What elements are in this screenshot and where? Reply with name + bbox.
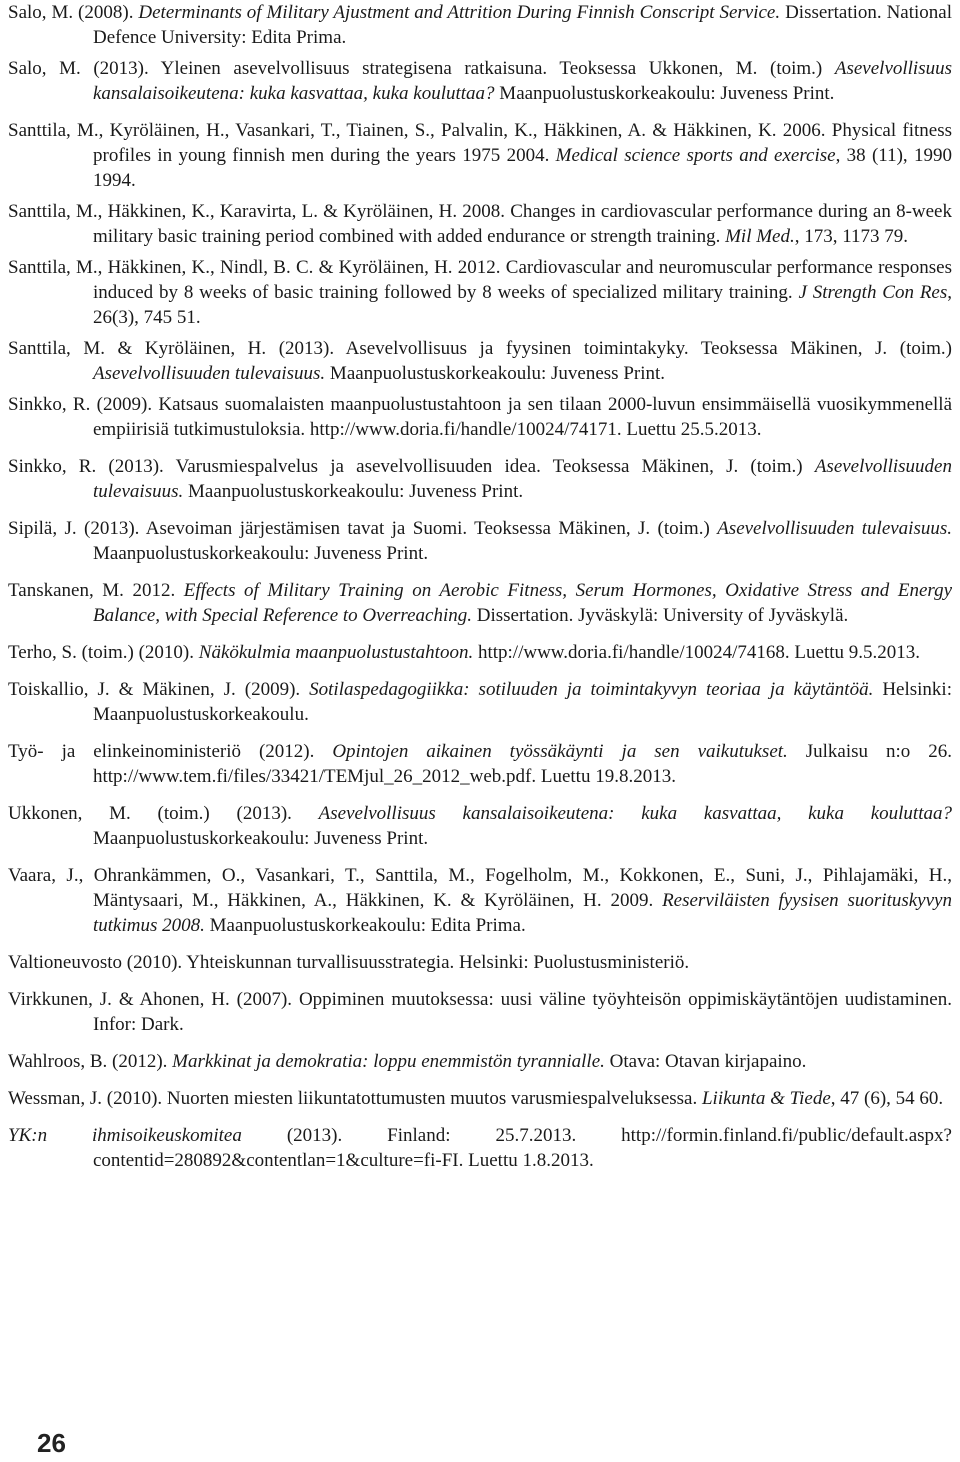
- reference-entry: Virkkunen, J. & Ahonen, H. (2007). Oppiminen muutoksessa: uusi väline työyhteisön oppimiskäytäntöjen uudistaminen. Infor: Dark.: [8, 989, 952, 1035]
- reference-entry: Tanskanen, M. 2012. Effects of Military Training on Aerobic Fitness, Serum Hormones, Oxidative Stress and Energy Balance, with Special Reference to Overreaching. Dissertation. Jyväskylä: University of Jyväskylä.: [8, 580, 953, 626]
- reference-entry: Toiskallio, J. & Mäkinen, J. (2009). Sotilaspedagogiikka: sotiluuden ja toimintakyvyn teoriaa ja käytäntöä. Helsinki: Maanpuolustuskorkeakoulu.: [8, 679, 952, 725]
- reference-entry: YK:n ihmisoikeuskomitea (2013). Finland: 25.7.2013. http://formin.finland.fi/public/default.aspx?contentid=280892&contentlan=1&culture=fi-FI. Luettu 1.8.2013.: [8, 1125, 952, 1171]
- reference-entry: Wahlroos, B. (2012). Markkinat ja demokratia: loppu enemmistön tyrannialle. Otava: Otavan kirjapaino.: [8, 1051, 807, 1072]
- reference-entry: Salo, M. (2008). Determinants of Military Ajustment and Attrition During Finnish Conscript Service. Dissertation. National Defence University: Edita Prima.: [8, 2, 952, 48]
- reference-entry: Vaara, J., Ohrankämmen, O., Vasankari, T., Santtila, M., Fogelholm, M., Kokkonen, E., Suni, J., Pihlajamäki, H., Mäntysaari, M., Häkkinen, A., Häkkinen, K. & Kyröläinen, H. 2009. Reserviläisten fyysisen suorituskyvyn tutkimus 2008. Maanpuolustuskorkeakoulu: Edita Prima.: [8, 865, 952, 936]
- reference-entry: Sipilä, J. (2013). Asevoiman järjestämisen tavat ja Suomi. Teoksessa Mäkinen, J. (toim.) Asevelvollisuuden tulevaisuus. Maanpuolustuskorkeakoulu: Juveness Print.: [8, 518, 952, 564]
- reference-entry: Terho, S. (toim.) (2010). Näkökulmia maanpuolustustahtoon. http://www.doria.fi/handle/10024/74168. Luettu 9.5.2013.: [8, 642, 921, 663]
- reference-entry: Ukkonen, M. (toim.) (2013). Asevelvollisuus kansalaisoikeutena: kuka kasvattaa, kuka kouluttaa? Maanpuolustuskorkeakoulu: Juveness Print.: [8, 803, 952, 849]
- reference-entry: Wessman, J. (2010). Nuorten miesten liikuntatottumusten muutos varusmiespalveluksessa. Liikunta & Tiede, 47 (6), 54 60.: [8, 1088, 944, 1109]
- reference-entry: Salo, M. (2013). Yleinen asevelvollisuus strategisena ratkaisuna. Teoksessa Ukkonen, M. (toim.) Asevelvollisuus kansalaisoikeutena: kuka kasvattaa, kuka kouluttaa? Maanpuolustuskorkeakoulu: Juveness Print.: [8, 58, 952, 104]
- page-number: 26: [37, 1428, 66, 1458]
- reference-entry: Sinkko, R. (2013). Varusmiespalvelus ja asevelvollisuuden idea. Teoksessa Mäkinen, J. (toim.) Asevelvollisuuden tulevaisuus. Maanpuolustuskorkeakoulu: Juveness Print.: [8, 456, 952, 502]
- reference-entry: Santtila, M., Kyröläinen, H., Vasankari, T., Tiainen, S., Palvalin, K., Häkkinen, A. & Häkkinen, K. 2006. Physical fitness profiles in young finnish men during the years 1975 2004. Medical science sports and exercise, 38 (11), 1990 1994.: [8, 120, 952, 191]
- reference-list: [8, 0, 952, 1185]
- reference-entry: Sinkko, R. (2009). Katsaus suomalaisten maanpuolustustahtoon ja sen tilaan 2000-luvun ensimmäisellä vuosikymmenellä empiirisiä tutkimustuloksia. http://www.doria.fi/handle/10024/74171. Luettu 25.5.2013.: [8, 394, 952, 440]
- reference-entry: Santtila, M. & Kyröläinen, H. (2013). Asevelvollisuus ja fyysinen toimintakyky. Teoksessa Mäkinen, J. (toim.) Asevelvollisuuden tulevaisuus. Maanpuolustuskorkeakoulu: Juveness Print.: [8, 338, 952, 384]
- reference-entry: Valtioneuvosto (2010). Yhteiskunnan turvallisuusstrategia. Helsinki: Puolustusministeriö.: [8, 952, 690, 973]
- reference-entry: Santtila, M., Häkkinen, K., Nindl, B. C. & Kyröläinen, H. 2012. Cardiovascular and neuromuscular performance responses induced by 8 weeks of basic training followed by 8 weeks of specialized military training. J Strength Con Res, 26(3), 745 51.: [8, 257, 952, 328]
- reference-entry: Santtila, M., Häkkinen, K., Karavirta, L. & Kyröläinen, H. 2008. Changes in cardiovascular performance during an 8-week military basic training period combined with added endurance or strength training. Mil Med., 173, 1173 79.: [8, 201, 952, 247]
- reference-entry: Työ- ja elinkeinoministeriö (2012). Opintojen aikainen työssäkäynti ja sen vaikutukset. Julkaisu n:o 26. http://www.tem.fi/files/33421/TEMjul_26_2012_web.pdf. Luettu 19.8.2013.: [8, 741, 952, 787]
